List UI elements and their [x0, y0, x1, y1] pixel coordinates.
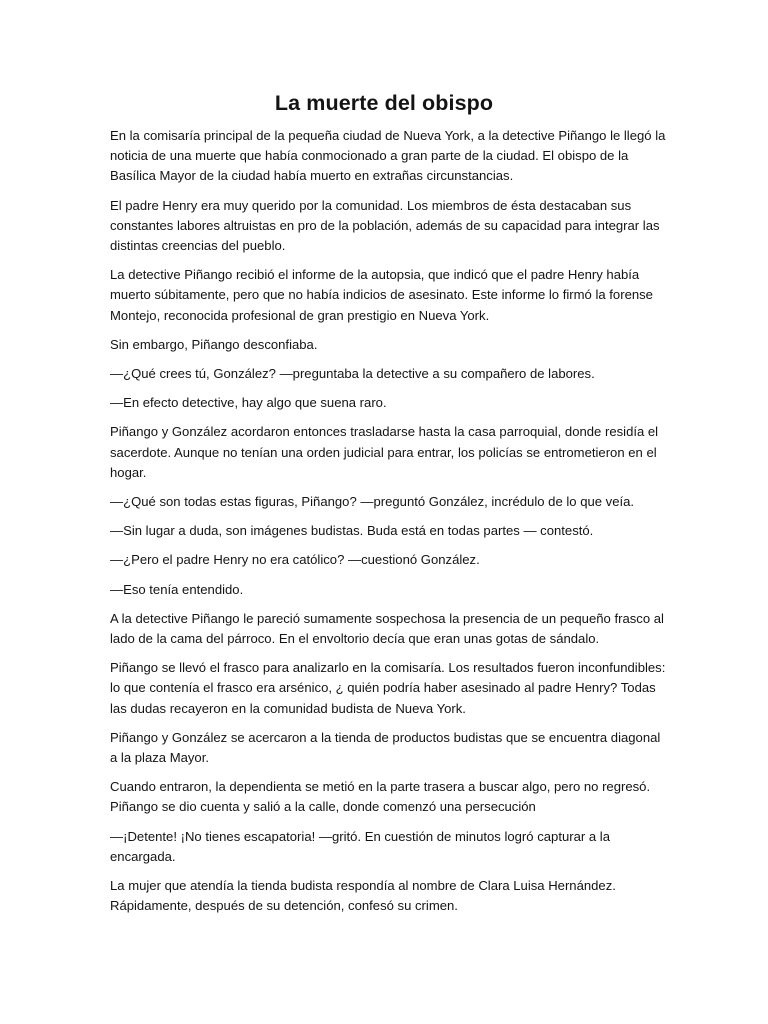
dialogue-line: —¿Qué son todas estas figuras, Piñango? —preguntó González, incrédulo de lo que veía.: [110, 494, 635, 510]
paragraph: En la comisaría principal de la pequeña ciudad de Nueva York, a la detective Piñango le llegó la noticia de una muerte que había conmocionado a gran parte de la ciudad. El obispo de la Basílica Mayor de la ciudad había muerto en extrañas circunstancias.: [110, 128, 666, 184]
paragraph: Sin embargo, Piñango desconfiaba.: [110, 336, 318, 352]
document-title: La muerte del obispo: [274, 91, 494, 115]
dialogue-line: —¿Qué crees tú, González? —preguntaba la detective a su compañero de labores.: [110, 366, 595, 382]
dialogue-line: —¿Pero el padre Henry no era católico? —cuestionó González.: [110, 552, 480, 568]
dialogue-line: —En efecto detective, hay algo que suena raro.: [110, 395, 387, 411]
paragraph: Piñango y González acordaron entonces trasladarse hasta la casa parroquial, donde residía el sacerdote. Aunque no tenían una orden judicial para entrar, los policías se entrometieron en el hogar.: [110, 424, 659, 480]
paragraph: La mujer que atendía la tienda budista respondía al nombre de Clara Luisa Hernández. Rápidamente, después de su detención, confesó su crimen.: [110, 878, 616, 914]
paragraph: Cuando entraron, la dependienta se metió en la parte trasera a buscar algo, pero no regresó. Piñango se dio cuenta y salió a la calle, donde comenzó una persecución: [110, 779, 651, 815]
dialogue-line: —Sin lugar a duda, son imágenes budistas. Buda está en todas partes — contestó.: [110, 523, 594, 539]
dialogue-line: —¡Detente! ¡No tienes escapatoria! —gritó. En cuestión de minutos logró capturar a la encargada.: [110, 828, 610, 864]
paragraph: La detective Piñango recibió el informe de la autopsia, que indicó que el padre Henry había muerto súbitamente, pero que no había indicios de asesinato. Este informe lo firmó la forense Montejo, reconocida profesional de gran prestigio en Nueva York.: [110, 267, 653, 323]
paragraph: Piñango y González se acercaron a la tienda de productos budistas que se encuentra diagonal a la plaza Mayor.: [110, 729, 661, 766]
paragraph: Piñango se llevó el frasco para analizarlo en la comisaría. Los resultados fueron inconfundibles: lo que contenía el frasco era arsénico, ¿ quién podría haber asesinado al padre Henry? Todas las dudas recayeron en la comunidad budista de Nueva York.: [110, 660, 666, 716]
dialogue-line: —Eso tenía entendido.: [110, 581, 244, 597]
paragraph: A la detective Piñango le pareció sumamente sospechosa la presencia de un pequeño frasco al lado de la cama del párroco. En el envoltorio decía que eran unas gotas de sándalo.: [110, 610, 664, 647]
document-body: [110, 126, 666, 926]
paragraph: El padre Henry era muy querido por la comunidad. Los miembros de ésta destacaban sus constantes labores altruistas en pro de la población, además de su capacidad para integrar las distintas creencias del pueblo.: [110, 197, 660, 254]
